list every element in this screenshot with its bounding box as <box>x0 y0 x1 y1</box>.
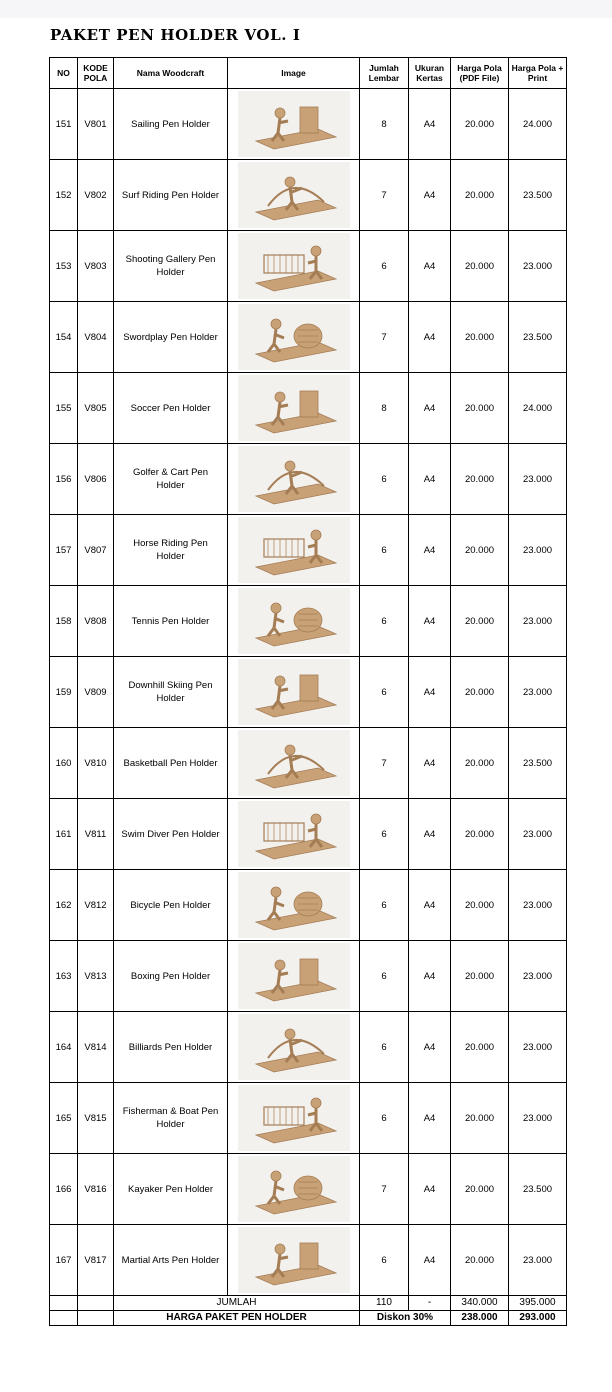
cell-kertas: A4 <box>409 1012 451 1083</box>
cell-kertas: A4 <box>409 373 451 444</box>
cell-kertas: A4 <box>409 799 451 870</box>
table-row <box>50 870 567 941</box>
cell-no: 159 <box>50 657 78 728</box>
billiards-woodcraft-icon <box>238 1014 350 1080</box>
cell-harga-pola: 20.000 <box>451 302 509 373</box>
cell-no: 165 <box>50 1083 78 1154</box>
cell-kode: V813 <box>78 941 114 1012</box>
fencer-woodcraft-icon <box>238 304 350 370</box>
table-row <box>50 728 567 799</box>
cell-no: 161 <box>50 799 78 870</box>
cell-kode: V808 <box>78 586 114 657</box>
cell-kode: V805 <box>78 373 114 444</box>
table-row <box>50 231 567 302</box>
col-header-harga-pola: Harga Pola (PDF File) <box>451 58 509 89</box>
cell-image <box>228 160 360 231</box>
cell-no: 166 <box>50 1154 78 1225</box>
cell-harga-pola: 20.000 <box>451 1154 509 1225</box>
col-header-kode: KODE POLA <box>78 58 114 89</box>
table-row <box>50 160 567 231</box>
cell-harga-pola: 20.000 <box>451 231 509 302</box>
cell-image <box>228 515 360 586</box>
cell-image <box>228 302 360 373</box>
table-row <box>50 1154 567 1225</box>
cell-nama: Swordplay Pen Holder <box>114 302 228 373</box>
diver-woodcraft-icon <box>238 801 350 867</box>
totals-pola: 340.000 <box>451 1296 509 1311</box>
cell-kertas: A4 <box>409 728 451 799</box>
cell-no: 152 <box>50 160 78 231</box>
cell-harga-print: 23.500 <box>509 1154 567 1225</box>
cell-lembar: 6 <box>360 231 409 302</box>
price-table <box>49 57 567 1326</box>
cell-nama: Shooting Gallery Pen Holder <box>114 231 228 302</box>
cell-no: 160 <box>50 728 78 799</box>
cell-lembar: 6 <box>360 1012 409 1083</box>
cell-no: 151 <box>50 89 78 160</box>
cell-no: 167 <box>50 1225 78 1296</box>
cell-harga-pola: 20.000 <box>451 515 509 586</box>
cell-nama: Surf Riding Pen Holder <box>114 160 228 231</box>
cell-kertas: A4 <box>409 231 451 302</box>
cell-harga-pola: 20.000 <box>451 728 509 799</box>
cell-nama: Kayaker Pen Holder <box>114 1154 228 1225</box>
col-header-ukuran: Ukuran Kertas <box>409 58 451 89</box>
cell-lembar: 6 <box>360 1083 409 1154</box>
table-row <box>50 586 567 657</box>
cell-image <box>228 1154 360 1225</box>
cell-no: 158 <box>50 586 78 657</box>
cell-image <box>228 1083 360 1154</box>
table-row <box>50 373 567 444</box>
totals-label: JUMLAH <box>114 1296 360 1311</box>
cell-harga-pola: 20.000 <box>451 586 509 657</box>
table-row <box>50 89 567 160</box>
cell-nama: Boxing Pen Holder <box>114 941 228 1012</box>
cell-image <box>228 657 360 728</box>
cell-no: 153 <box>50 231 78 302</box>
cell-kertas: A4 <box>409 1154 451 1225</box>
table-row <box>50 1225 567 1296</box>
cell-harga-pola: 20.000 <box>451 941 509 1012</box>
package-pola-price: 238.000 <box>451 1311 509 1326</box>
kayak-woodcraft-icon <box>238 1156 350 1222</box>
table-row <box>50 1012 567 1083</box>
package-price-row <box>50 1311 567 1326</box>
col-header-no: NO <box>50 58 78 89</box>
cell-kode: V817 <box>78 1225 114 1296</box>
totals-row <box>50 1296 567 1311</box>
cell-harga-pola: 20.000 <box>451 1083 509 1154</box>
cell-kode: V807 <box>78 515 114 586</box>
cell-kertas: A4 <box>409 302 451 373</box>
cell-no: 162 <box>50 870 78 941</box>
cell-harga-print: 23.000 <box>509 1225 567 1296</box>
cell-harga-print: 23.000 <box>509 586 567 657</box>
cell-harga-print: 23.000 <box>509 799 567 870</box>
cell-lembar: 6 <box>360 586 409 657</box>
cell-nama: Swim Diver Pen Holder <box>114 799 228 870</box>
cell-lembar: 7 <box>360 728 409 799</box>
cell-kode: V804 <box>78 302 114 373</box>
cell-image <box>228 231 360 302</box>
table-row <box>50 941 567 1012</box>
cell-kertas: A4 <box>409 89 451 160</box>
cell-lembar: 7 <box>360 160 409 231</box>
cell-harga-pola: 20.000 <box>451 444 509 515</box>
skier-woodcraft-icon <box>238 659 350 725</box>
page-title: PAKET PEN HOLDER VOL. I <box>50 26 301 44</box>
cell-harga-print: 23.000 <box>509 1012 567 1083</box>
cell-kode: V815 <box>78 1083 114 1154</box>
cell-harga-print: 23.500 <box>509 302 567 373</box>
cell-kertas: A4 <box>409 941 451 1012</box>
cell-harga-pola: 20.000 <box>451 89 509 160</box>
cell-image <box>228 728 360 799</box>
cell-kode: V816 <box>78 1154 114 1225</box>
cell-nama: Bicycle Pen Holder <box>114 870 228 941</box>
cell-no: 157 <box>50 515 78 586</box>
cell-nama: Golfer & Cart Pen Holder <box>114 444 228 515</box>
golf-cart-woodcraft-icon <box>238 446 350 512</box>
cell-harga-pola: 20.000 <box>451 799 509 870</box>
cell-no: 164 <box>50 1012 78 1083</box>
cell-nama: Soccer Pen Holder <box>114 373 228 444</box>
cell-harga-pola: 20.000 <box>451 1012 509 1083</box>
cell-nama: Horse Riding Pen Holder <box>114 515 228 586</box>
table-header-row <box>50 58 567 89</box>
cell-harga-pola: 20.000 <box>451 373 509 444</box>
cell-harga-print: 23.000 <box>509 444 567 515</box>
cell-nama: Basketball Pen Holder <box>114 728 228 799</box>
martial-arts-woodcraft-icon <box>238 1227 350 1293</box>
cell-harga-print: 23.000 <box>509 1083 567 1154</box>
cell-lembar: 6 <box>360 941 409 1012</box>
boxing-woodcraft-icon <box>238 943 350 1009</box>
totals-kertas: - <box>409 1296 451 1311</box>
cell-lembar: 6 <box>360 657 409 728</box>
soccer-woodcraft-icon <box>238 375 350 441</box>
cell-harga-print: 23.000 <box>509 515 567 586</box>
cell-kertas: A4 <box>409 586 451 657</box>
cell-nama: Tennis Pen Holder <box>114 586 228 657</box>
horse-rider-woodcraft-icon <box>238 517 350 583</box>
cell-image <box>228 1012 360 1083</box>
package-label: HARGA PAKET PEN HOLDER <box>114 1311 360 1326</box>
col-header-image: Image <box>228 58 360 89</box>
cell-kode: V802 <box>78 160 114 231</box>
cell-lembar: 6 <box>360 1225 409 1296</box>
cell-image <box>228 586 360 657</box>
col-header-harga-print: Harga Pola + Print <box>509 58 567 89</box>
cell-lembar: 6 <box>360 515 409 586</box>
cell-lembar: 6 <box>360 799 409 870</box>
cell-kode: V811 <box>78 799 114 870</box>
table-row <box>50 657 567 728</box>
cell-harga-print: 23.000 <box>509 231 567 302</box>
basketball-woodcraft-icon <box>238 730 350 796</box>
cell-kertas: A4 <box>409 444 451 515</box>
cell-lembar: 7 <box>360 302 409 373</box>
cell-image <box>228 89 360 160</box>
cell-no: 156 <box>50 444 78 515</box>
cell-lembar: 7 <box>360 1154 409 1225</box>
table-row <box>50 302 567 373</box>
cell-nama: Fisherman & Boat Pen Holder <box>114 1083 228 1154</box>
cell-harga-print: 23.000 <box>509 941 567 1012</box>
cell-kode: V814 <box>78 1012 114 1083</box>
cell-nama: Martial Arts Pen Holder <box>114 1225 228 1296</box>
cell-kode: V809 <box>78 657 114 728</box>
cell-harga-print: 24.000 <box>509 89 567 160</box>
totals-print: 395.000 <box>509 1296 567 1311</box>
totals-lembar: 110 <box>360 1296 409 1311</box>
table-row <box>50 799 567 870</box>
cell-kode: V810 <box>78 728 114 799</box>
table-row <box>50 444 567 515</box>
cell-kertas: A4 <box>409 870 451 941</box>
fishing-boat-woodcraft-icon <box>238 1085 350 1151</box>
cell-harga-pola: 20.000 <box>451 870 509 941</box>
cell-image <box>228 444 360 515</box>
cell-kertas: A4 <box>409 160 451 231</box>
cell-lembar: 8 <box>360 89 409 160</box>
tennis-woodcraft-icon <box>238 588 350 654</box>
cell-lembar: 8 <box>360 373 409 444</box>
cell-no: 163 <box>50 941 78 1012</box>
page-top-band <box>0 0 612 18</box>
cell-lembar: 6 <box>360 870 409 941</box>
cell-harga-print: 23.500 <box>509 728 567 799</box>
cell-kode: V801 <box>78 89 114 160</box>
cell-harga-print: 24.000 <box>509 373 567 444</box>
shooter-woodcraft-icon <box>238 233 350 299</box>
cell-image <box>228 941 360 1012</box>
cell-no: 155 <box>50 373 78 444</box>
col-header-nama: Nama Woodcraft <box>114 58 228 89</box>
cell-image <box>228 870 360 941</box>
cell-kertas: A4 <box>409 515 451 586</box>
cell-kode: V803 <box>78 231 114 302</box>
cell-harga-print: 23.000 <box>509 870 567 941</box>
table-row <box>50 1083 567 1154</box>
col-header-jumlah: Jumlah Lembar <box>360 58 409 89</box>
cell-kertas: A4 <box>409 657 451 728</box>
cell-harga-pola: 20.000 <box>451 1225 509 1296</box>
cell-lembar: 6 <box>360 444 409 515</box>
cell-kertas: A4 <box>409 1225 451 1296</box>
cell-nama: Sailing Pen Holder <box>114 89 228 160</box>
package-print-price: 293.000 <box>509 1311 567 1326</box>
cell-nama: Billiards Pen Holder <box>114 1012 228 1083</box>
sailboat-woodcraft-icon <box>238 91 350 157</box>
cell-image <box>228 799 360 870</box>
cell-harga-pola: 20.000 <box>451 657 509 728</box>
cell-no: 154 <box>50 302 78 373</box>
package-discount: Diskon 30% <box>360 1311 451 1326</box>
cell-harga-pola: 20.000 <box>451 160 509 231</box>
bicycle-woodcraft-icon <box>238 872 350 938</box>
surfer-woodcraft-icon <box>238 162 350 228</box>
cell-kode: V806 <box>78 444 114 515</box>
table-row <box>50 515 567 586</box>
cell-image <box>228 373 360 444</box>
cell-harga-print: 23.000 <box>509 657 567 728</box>
cell-nama: Downhill Skiing Pen Holder <box>114 657 228 728</box>
cell-kertas: A4 <box>409 1083 451 1154</box>
cell-kode: V812 <box>78 870 114 941</box>
cell-image <box>228 1225 360 1296</box>
cell-harga-print: 23.500 <box>509 160 567 231</box>
